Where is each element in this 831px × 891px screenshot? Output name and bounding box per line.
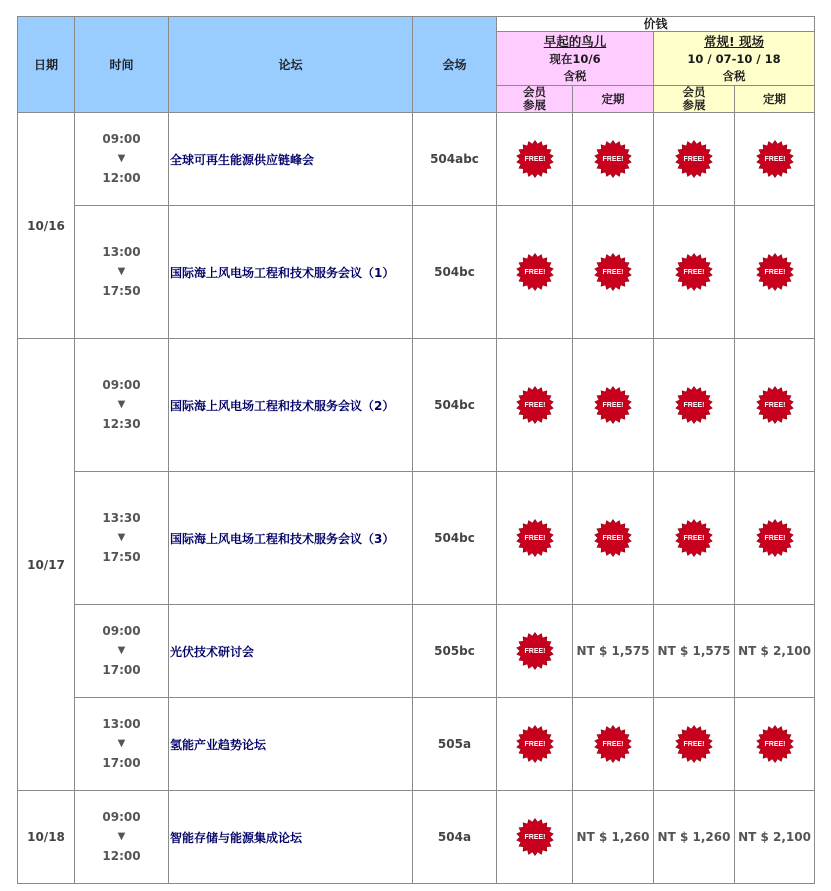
forum-name[interactable]: 智能存储与能源集成论坛 (169, 791, 413, 884)
early-bird-until: 现在10/6 (549, 51, 601, 66)
regular-tax: 含税 (722, 68, 746, 83)
venue: 504abc (413, 113, 497, 206)
price-cell (573, 206, 654, 339)
early-standard-label: 定期 (573, 86, 654, 113)
price-cell: NT $ 1,575 (573, 605, 654, 698)
free-badge-text: FREE! (524, 269, 545, 277)
arrow-down-icon: ▼ (117, 645, 126, 657)
free-badge-text: FREE! (764, 269, 785, 277)
free-badge-icon (594, 140, 632, 178)
regular-member-label: 会员参展 (654, 86, 735, 113)
venue: 504bc (413, 339, 497, 472)
time-start: 09:00 (102, 377, 141, 392)
price-cell (497, 339, 573, 472)
free-badge-text: FREE! (524, 402, 545, 410)
free-badge-text: FREE! (764, 535, 785, 543)
free-badge-text: FREE! (524, 648, 545, 656)
regular-header (654, 32, 815, 86)
free-badge-icon (756, 386, 794, 424)
session-date: 10/16 (18, 113, 75, 339)
free-badge-icon (594, 253, 632, 291)
forum-name[interactable]: 氢能产业趋势论坛 (169, 698, 413, 791)
free-badge-icon (516, 725, 554, 763)
time-start: 09:00 (102, 131, 141, 146)
free-badge-text: FREE! (524, 535, 545, 543)
price-cell (735, 698, 815, 791)
early-bird-tax: 含税 (563, 68, 587, 83)
free-badge-icon (675, 253, 713, 291)
session-date: 10/18 (18, 791, 75, 884)
forum-name[interactable]: 国际海上风电场工程和技术服务会议（3） (169, 472, 413, 605)
time-end: 12:00 (102, 170, 141, 185)
free-badge-text: FREE! (764, 402, 785, 410)
price-cell (497, 113, 573, 206)
venue: 505bc (413, 605, 497, 698)
session-time (75, 605, 169, 698)
price-cell (735, 339, 815, 472)
free-badge-icon (516, 818, 554, 856)
free-badge-icon (516, 386, 554, 424)
early-bird-header (497, 32, 654, 86)
session-row (18, 791, 815, 884)
regular-standard-label: 定期 (735, 86, 815, 113)
forum-name[interactable]: 全球可再生能源供应链峰会 (169, 113, 413, 206)
time-end: 17:50 (102, 283, 141, 298)
free-badge-text: FREE! (683, 402, 705, 410)
early-member-label: 会员参展 (497, 86, 573, 113)
arrow-down-icon: ▼ (117, 532, 126, 544)
session-date: 10/17 (18, 339, 75, 791)
price-cell (735, 472, 815, 605)
price-cell (573, 339, 654, 472)
price-cell: NT $ 2,100 (735, 791, 815, 884)
time-start: 13:00 (102, 716, 141, 731)
session-row (18, 339, 815, 472)
free-badge-icon (756, 253, 794, 291)
free-badge-icon (516, 253, 554, 291)
free-badge-text: FREE! (764, 156, 785, 164)
arrow-down-icon: ▼ (117, 738, 126, 750)
venue: 505a (413, 698, 497, 791)
session-time (75, 472, 169, 605)
arrow-down-icon: ▼ (117, 831, 126, 843)
free-badge-text: FREE! (524, 156, 545, 164)
price-cell (654, 698, 735, 791)
free-badge-icon (516, 632, 554, 670)
free-badge-icon (756, 519, 794, 557)
regular-title: 常规! 现场 (703, 33, 765, 49)
time-end: 12:00 (102, 848, 141, 863)
free-badge-icon (594, 386, 632, 424)
header-price: 价钱 (497, 17, 815, 32)
price-cell (497, 605, 573, 698)
price-cell (735, 206, 815, 339)
free-badge-icon (594, 725, 632, 763)
price-cell: NT $ 1,260 (573, 791, 654, 884)
schedule-table (17, 16, 815, 884)
price-cell (497, 206, 573, 339)
arrow-down-icon: ▼ (117, 399, 126, 411)
free-badge-icon (675, 519, 713, 557)
free-badge-text: FREE! (683, 156, 705, 164)
forum-name[interactable]: 光伏技术研讨会 (169, 605, 413, 698)
free-badge-text: FREE! (683, 269, 705, 277)
session-time (75, 791, 169, 884)
venue: 504a (413, 791, 497, 884)
free-badge-icon (756, 725, 794, 763)
venue: 504bc (413, 472, 497, 605)
price-cell (654, 113, 735, 206)
price-cell (497, 698, 573, 791)
free-badge-text: FREE! (602, 156, 624, 164)
session-row (18, 605, 815, 698)
time-start: 09:00 (102, 623, 141, 638)
forum-name[interactable]: 国际海上风电场工程和技术服务会议（1） (169, 206, 413, 339)
free-badge-text: FREE! (602, 402, 624, 410)
regular-range: 10 / 07-10 / 18 (687, 51, 781, 66)
time-end: 17:00 (102, 662, 141, 677)
session-row (18, 206, 815, 339)
price-cell: NT $ 2,100 (735, 605, 815, 698)
free-badge-text: FREE! (524, 834, 545, 842)
time-end: 17:50 (102, 549, 141, 564)
arrow-down-icon: ▼ (117, 153, 126, 165)
free-badge-text: FREE! (683, 741, 705, 749)
price-cell (573, 113, 654, 206)
session-row (18, 113, 815, 206)
early-bird-title: 早起的鸟儿 (543, 33, 607, 49)
price-cell (735, 113, 815, 206)
time-start: 09:00 (102, 809, 141, 824)
venue: 504bc (413, 206, 497, 339)
price-cell: NT $ 1,575 (654, 605, 735, 698)
time-end: 12:30 (102, 416, 141, 431)
time-end: 17:00 (102, 755, 141, 770)
free-badge-icon (675, 386, 713, 424)
free-badge-icon (675, 725, 713, 763)
time-start: 13:00 (102, 244, 141, 259)
free-badge-icon (594, 519, 632, 557)
session-time (75, 339, 169, 472)
free-badge-text: FREE! (602, 269, 624, 277)
price-cell: NT $ 1,260 (654, 791, 735, 884)
price-cell (654, 339, 735, 472)
session-row (18, 698, 815, 791)
price-cell (654, 472, 735, 605)
session-time (75, 698, 169, 791)
free-badge-text: FREE! (764, 741, 785, 749)
session-time (75, 206, 169, 339)
free-badge-icon (756, 140, 794, 178)
header-time: 时间 (75, 17, 169, 113)
free-badge-icon (516, 140, 554, 178)
free-badge-text: FREE! (683, 535, 705, 543)
session-time (75, 113, 169, 206)
time-start: 13:30 (102, 510, 141, 525)
free-badge-text: FREE! (524, 741, 545, 749)
price-cell (573, 698, 654, 791)
free-badge-text: FREE! (602, 535, 624, 543)
session-row (18, 472, 815, 605)
arrow-down-icon: ▼ (117, 266, 126, 278)
free-badge-text: FREE! (602, 741, 624, 749)
free-badge-icon (516, 519, 554, 557)
price-cell (497, 472, 573, 605)
header-venue: 会场 (413, 17, 497, 113)
price-cell (573, 472, 654, 605)
free-badge-icon (675, 140, 713, 178)
forum-name[interactable]: 国际海上风电场工程和技术服务会议（2） (169, 339, 413, 472)
price-cell (497, 791, 573, 884)
header-forum: 论坛 (169, 17, 413, 113)
price-cell (654, 206, 735, 339)
header-date: 日期 (18, 17, 75, 113)
